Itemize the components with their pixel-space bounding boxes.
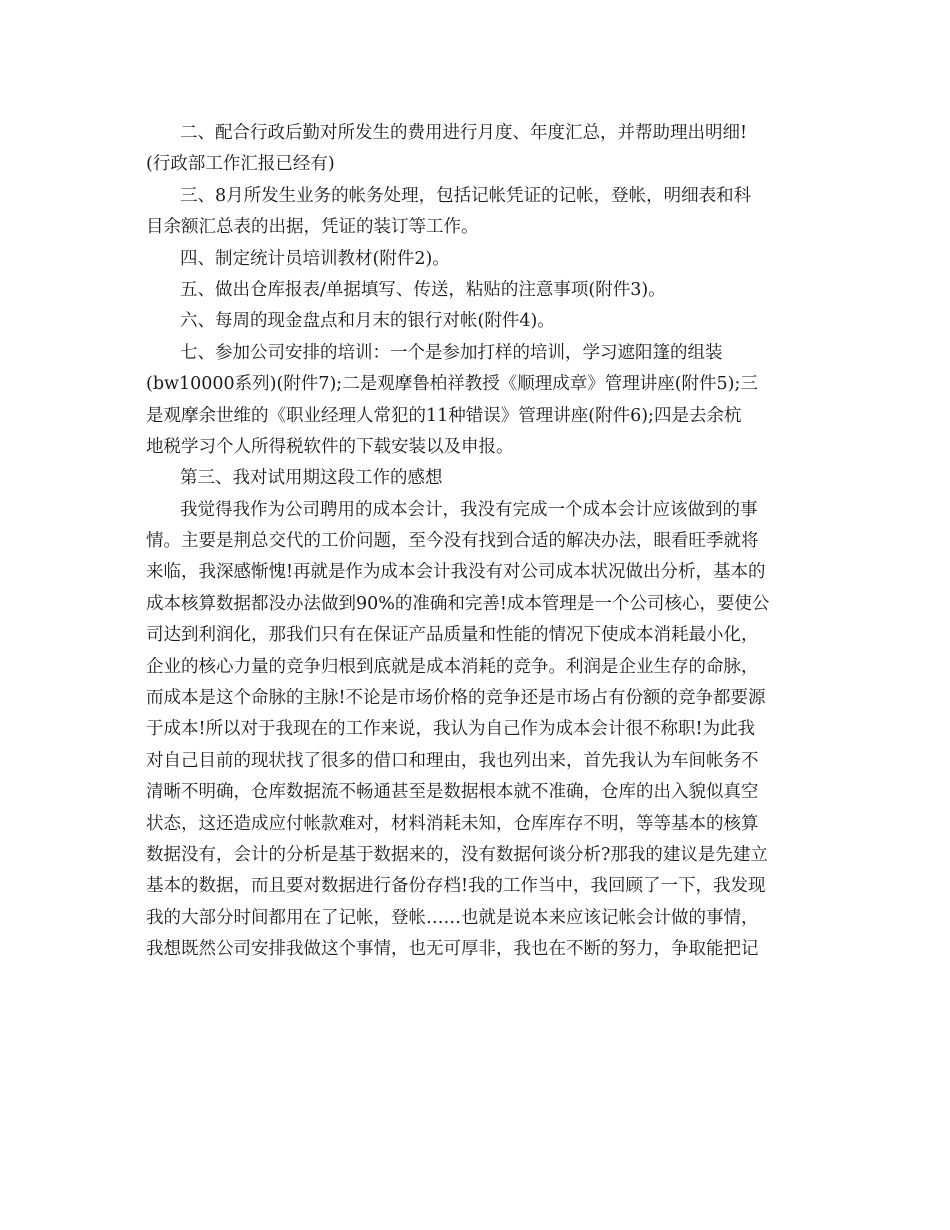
text-line: 四、制定统计员培训教材(附件2)。	[180, 248, 450, 269]
text-line: 数据没有，会计的分析是基于数据来的，没有数据何谈分析?那我的建议是先建立	[146, 844, 768, 865]
text-line: 五、做出仓库报表/单据填写、传送，粘贴的注意事项(附件3)。	[180, 279, 666, 300]
text-line: 来临，我深感惭愧!再就是作为成本会计我没有对公司成本状况做出分析，基本的	[146, 562, 766, 583]
text-line: 我的大部分时间都用在了记帐，登帐……也就是说本来应该记帐会计做的事情，	[146, 907, 759, 928]
text-line: 企业的核心力量的竞争归根到底就是成本消耗的竞争。利润是企业生存的命脉，	[146, 656, 759, 677]
text-line: 清晰不明确，仓库数据流不畅通甚至是数据根本就不准确，仓库的出入貌似真空	[146, 782, 759, 803]
text-line: 而成本是这个命脉的主脉!不论是市场价格的竞争还是市场占有份额的竞争都要源	[146, 688, 766, 709]
text-line: 是观摩余世维的《职业经理人常犯的11种错误》管理讲座(附件6);四是去余杭	[146, 405, 742, 426]
text-line: 目余额汇总表的出据，凭证的装订等工作。	[146, 217, 479, 238]
text-line: 六、每周的现金盘点和月末的银行对帐(附件4)。	[180, 311, 555, 332]
section-heading: 第三、我对试用期这段工作的感想	[180, 468, 443, 489]
text-line: 地税学习个人所得税软件的下载安装以及申报。	[146, 436, 514, 457]
text-line: 基本的数据，而且要对数据进行备份存档!我的工作当中，我回顾了一下，我发现	[146, 876, 766, 897]
text-line: 七、参加公司安排的培训：一个是参加打样的培训，学习遮阳篷的组装	[180, 342, 723, 363]
document-body	[146, 118, 806, 966]
text-line: 情。主要是荆总交代的工价问题，至今没有找到合适的解决办法，眼看旺季就将	[146, 531, 759, 552]
text-line: (行政部工作汇报已经有)	[146, 154, 335, 175]
text-line: 我想既然公司安排我做这个事情，也无可厚非，我也在不断的努力，争取能把记	[146, 939, 759, 960]
text-line: 状态，这还造成应付帐款难对，材料消耗未知，仓库库存不明，等等基本的核算	[146, 813, 759, 834]
text-line: 司达到利润化，那我们只有在保证产品质量和性能的情况下使成本消耗最小化，	[146, 625, 759, 646]
text-line: 二、配合行政后勤对所发生的费用进行月度、年度汇总，并帮助理出明细!	[180, 123, 748, 143]
text-line: 成本核算数据都没办法做到90%的准确和完善!成本管理是一个公司核心，要使公	[146, 593, 770, 614]
text-line: 对自己目前的现状找了很多的借口和理由，我也列出来，首先我认为车间帐务不	[146, 750, 759, 771]
text-line: (bw10000系列)(附件7);二是观摩鲁柏祥教授《顺理成章》管理讲座(附件5);三	[146, 374, 758, 395]
text-line: 三、8月所发生业务的帐务处理，包括记帐凭证的记帐，登帐，明细表和科	[180, 185, 752, 206]
text-line: 我觉得我作为公司聘用的成本会计，我没有完成一个成本会计应该做到的事	[180, 499, 758, 520]
text-line: 于成本!所以对于我现在的工作来说，我认为自己作为成本会计很不称职!为此我	[146, 719, 756, 740]
